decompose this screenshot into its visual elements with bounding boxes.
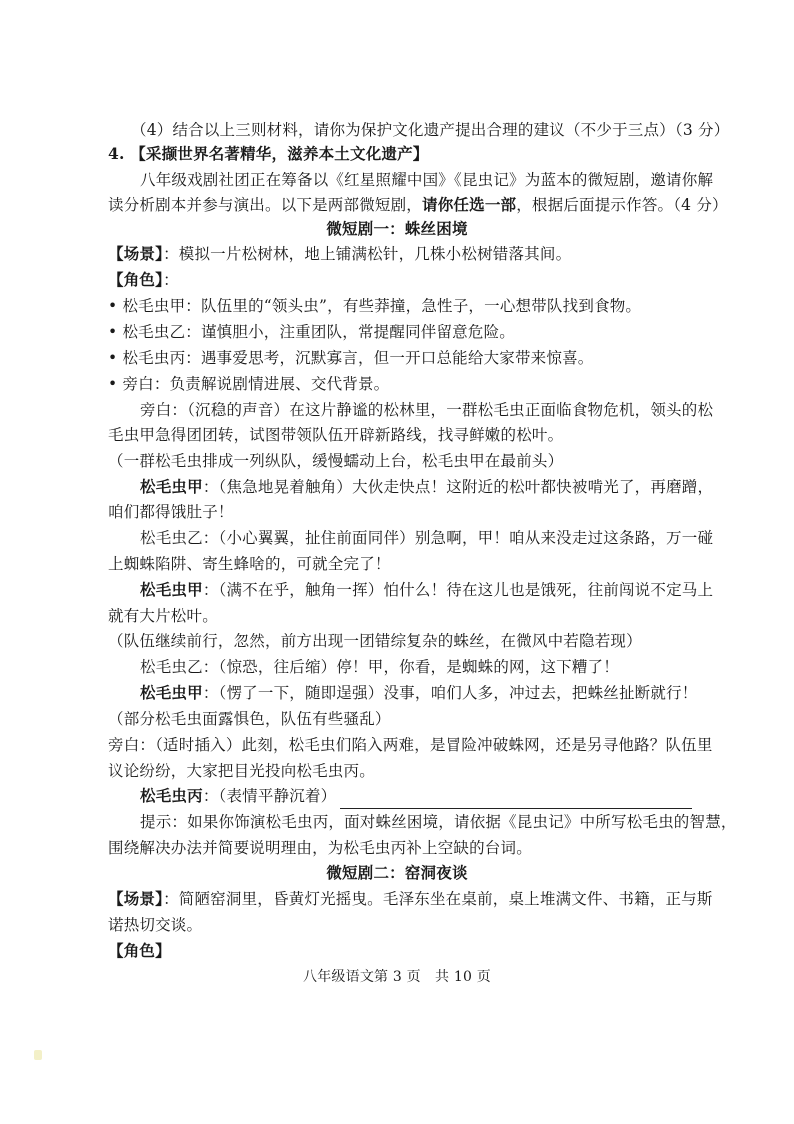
q4-title: 【采撷世界名著精华，滋养本土文化遗产】	[130, 144, 429, 163]
drama2-roles-heading: 【角色】	[108, 941, 171, 960]
speaker-jia: 松毛虫甲	[140, 683, 203, 702]
scene-label: 【场景】	[108, 244, 164, 263]
stage-direction-1: （一群松毛虫排成一列纵队，缓慢蠕动上台，松毛虫甲在最前头）	[108, 452, 564, 470]
scan-mark	[34, 1050, 42, 1060]
dialogue: ：（表情平静沉着）	[202, 787, 337, 805]
speaker-bing: 松毛虫丙	[140, 786, 203, 805]
drama2-scene	[108, 886, 713, 912]
page-footer: 八年级语文第 3 页 共 10 页	[303, 969, 491, 985]
q4-heading	[108, 141, 429, 167]
hint-line-2: 围绕解决办法并简要说明理由，为松毛虫丙补上空缺的台词。	[108, 839, 532, 857]
jia-line-2	[140, 577, 713, 603]
speaker-jia: 松毛虫甲	[140, 580, 203, 599]
yi-line-2: 松毛虫乙：（惊恐，往后缩）停！甲，你看，是蜘蛛的网，这下糟了！	[140, 658, 619, 676]
hint-line-1: 提示：如果你饰演松毛虫丙，面对蛛丝困境，请依据《昆虫记》中所写松毛虫的智慧，	[140, 813, 737, 831]
q3-part4: （4）结合以上三则材料，请你为保护文化遗产提出合理的建议（不少于三点）（3 分）	[131, 121, 730, 139]
drama1-scene	[108, 241, 571, 267]
drama1-roles-heading	[108, 267, 179, 293]
drama2-title: 微短剧二：窑洞夜谈	[326, 863, 468, 882]
drama2-scene-cont: 诺热切交谈。	[108, 916, 203, 934]
role-item: • 松毛虫丙：遇事爱思考，沉默寡言，但一开口总能给大家带来惊喜。	[108, 349, 594, 367]
narration-1-line-1: 旁白：（沉稳的声音）在这片静谧的松林里，一群松毛虫正面临食物危机，领头的松	[140, 401, 714, 419]
intro-text: 读分析剧本并参与演出。以下是两部微短剧，	[108, 196, 423, 214]
jia-line-1	[140, 474, 713, 500]
stage-direction-2: （队伍继续前行，忽然，前方出现一团错综复杂的蛛丝，在微风中若隐若现）	[108, 632, 642, 650]
narration-2-line-1: 旁白：（适时插入）此刻，松毛虫们陷入两难，是冒险冲破蛛网，还是另寻他路？队伍里	[108, 736, 713, 754]
jia-line-3	[140, 680, 697, 706]
jia-line-2-cont: 就有大片松叶。	[108, 607, 218, 625]
drama1-title: 微短剧一：蛛丝困境	[326, 219, 468, 238]
jia-line-1-cont: 咱们都得饿肚子！	[108, 503, 234, 521]
narration-1-line-2: 毛虫甲急得团团转，试图带领队伍开辟新路线，找寻鲜嫩的松叶。	[108, 426, 564, 444]
roles-label: 【角色】	[108, 270, 164, 289]
intro-line-2	[108, 192, 728, 218]
intro-text-end: ，根据后面提示作答。（4 分）	[516, 196, 728, 214]
dialogue: ：（愣了一下，随即逞强）没事，咱们人多，冲过去，把蛛丝扯断就行！	[202, 684, 698, 702]
narration-2-line-2: 议论纷纷，大家把目光投向松毛虫丙。	[108, 762, 375, 780]
scene-text: ：简陋窑洞里，昏黄灯光摇曳。毛泽东坐在桌前，桌上堆满文件、书籍，正与斯	[163, 890, 713, 908]
roles-colon: ：	[163, 271, 179, 289]
scene-label: 【场景】	[108, 889, 164, 908]
scene-text: ：模拟一片松树林，地上铺满松针，几株小松树错落其间。	[163, 245, 572, 263]
intro-emphasis: 请你任选一部	[422, 195, 517, 214]
answer-blank[interactable]	[340, 790, 692, 809]
role-item: • 旁白：负责解说剧情进展、交代背景。	[108, 375, 390, 393]
yi-line-1: 松毛虫乙：（小心翼翼，扯住前面同伴）别急啊，甲！咱从来没走过这条路，万一碰	[140, 529, 714, 547]
dialogue: ：（满不在乎，触角一挥）怕什么！待在这儿也是饿死，往前闯说不定马上	[202, 581, 714, 599]
q4-number: 4.	[108, 144, 125, 163]
intro-line-1: 八年级戏剧社团正在筹备以《红星照耀中国》《昆虫记》为蓝本的微短剧，邀请你解	[140, 171, 714, 189]
yi-line-1-cont: 上蜘蛛陷阱、寄生蜂啥的，可就全完了！	[108, 555, 391, 573]
bing-line	[140, 783, 692, 809]
speaker-jia: 松毛虫甲	[140, 477, 203, 496]
dialogue: ：（焦急地晃着触角）大伙走快点！这附近的松叶都快被啃光了，再磨蹭，	[202, 478, 714, 496]
stage-direction-3: （部分松毛虫面露惧色，队伍有些骚乱）	[108, 710, 391, 728]
role-item: • 松毛虫甲：队伍里的“领头虫”，有些莽撞，急性子，一心想带队找到食物。	[108, 297, 642, 315]
role-item: • 松毛虫乙：谨慎胆小，注重团队，常提醒同伴留意危险。	[108, 323, 515, 341]
